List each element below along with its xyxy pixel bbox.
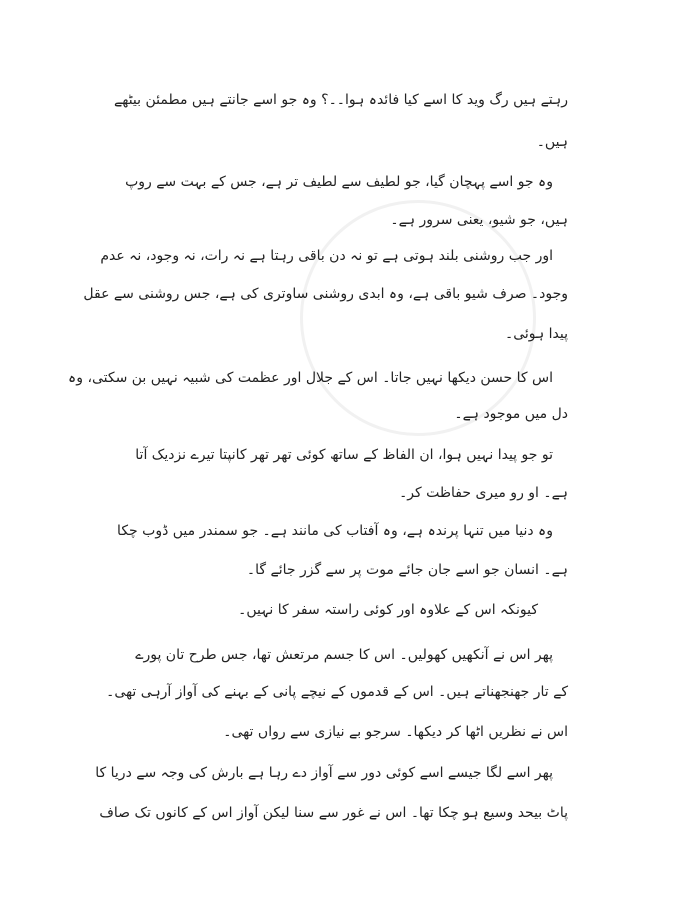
text-line: ہیں، جو شیو، یعنی سرور ہے۔ <box>390 212 568 228</box>
text-line: پھر اس نے آنکھیں کھولیں۔ اس کا جسم مرتعش تھا، جس طرح تان پورے <box>135 647 553 663</box>
text-line: اس کا حسن دیکھا نہیں جاتا۔ اس کے جلال اور عظمت کی شبیہ نہیں بن سکتی، وہ <box>68 370 553 386</box>
text-line: اس نے نظریں اٹھا کر دیکھا۔ سرجو بے نیازی سے رواں تھی۔ <box>223 724 568 740</box>
text-line: وہ دنیا میں تنہا پرندہ ہے، وہ آفتاب کی مانند ہے۔ جو سمندر میں ڈوب چکا <box>117 523 553 539</box>
text-line: ہے۔ او رو میری حفاظت کر۔ <box>399 485 568 501</box>
text-line: پاٹ بیحد وسیع ہو چکا تھا۔ اس نے غور سے سنا لیکن آواز اس کے کانوں تک صاف <box>99 805 568 821</box>
text-line: پیدا ہوئی۔ <box>504 326 568 342</box>
text-line: وجود۔ صرف شیو باقی ہے، وہ ابدی روشنی ساوتری کی ہے، جس روشنی سے عقل <box>83 286 568 302</box>
text-line: ہیں۔ <box>536 134 568 150</box>
text-line: پھر اسے لگا جیسے اسے کوئی دور سے آواز دے رہا ہے بارش کی وجہ سے دریا کا <box>95 765 553 781</box>
text-line: رہتے ہیں رگ وید کا اسے کیا فائدہ ہوا۔۔؟ وہ جو اسے جانتے ہیں مطمئن بیٹھے <box>114 92 568 108</box>
text-line: تو جو پیدا نہیں ہوا، ان الفاظ کے ساتھ کوئی تھر تھر کانپتا تیرے نزدیک آتا <box>135 447 553 463</box>
text-line: کے تار جھنجھناتے ہیں۔ اس کے قدموں کے نیچے پانی کے بہنے کی آواز آرہی تھی۔ <box>106 684 568 700</box>
text-line: دل میں موجود ہے۔ <box>454 406 568 422</box>
text-line: وہ جو اسے پہچان گیا، جو لطیف سے لطیف تر ہے، جس کے بہت سے روپ <box>125 174 553 190</box>
text-line: کیونکہ اس کے علاوہ اور کوئی راستہ سفر کا نہیں۔ <box>238 602 538 618</box>
text-line: ہے۔ انسان جو اسے جان جائے موت پر سے گزر جائے گا۔ <box>246 562 568 578</box>
faint-watermark-seal <box>300 200 536 436</box>
text-line: اور جب روشنی بلند ہوتی ہے تو نہ دن باقی رہتا ہے نہ رات، نہ وجود، نہ عدم <box>100 248 553 264</box>
